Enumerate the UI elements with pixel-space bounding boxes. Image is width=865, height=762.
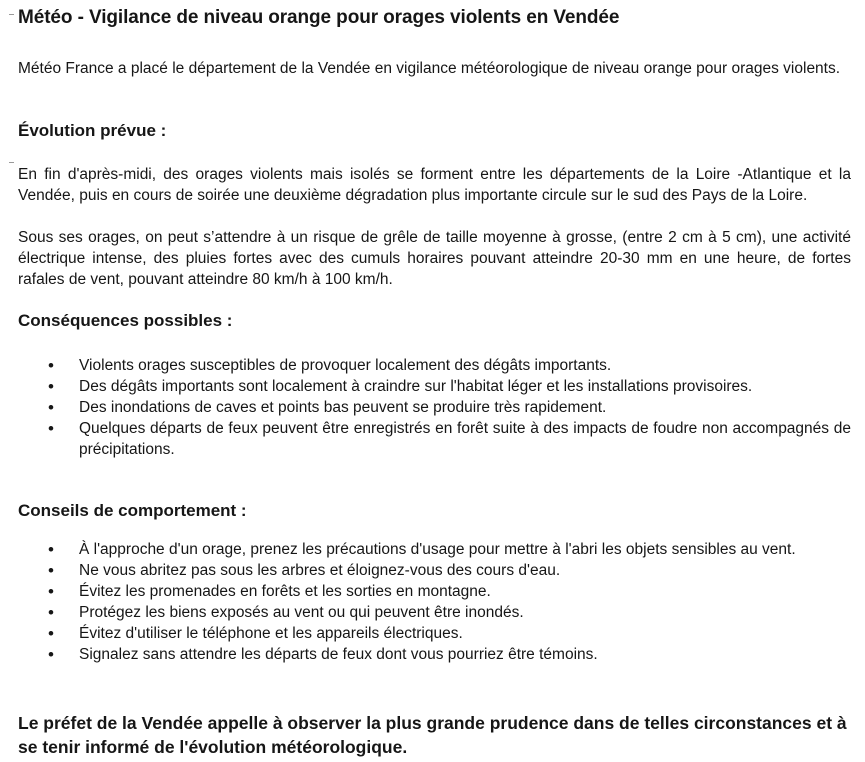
list-item: • Protégez les biens exposés au vent ou qui peuvent être inondés. (18, 602, 851, 623)
intro-paragraph: Météo France a placé le département de la Vendée en vigilance météorologique de niveau orange pour orages violents. (18, 60, 841, 77)
list-item: • Évitez d'utiliser le téléphone et les appareils électriques. (18, 623, 851, 644)
list-item: • À l'approche d'un orage, prenez les précautions d'usage pour mettre à l'abri les objets sensibles au vent. (18, 539, 851, 560)
list-item: • Ne vous abritez pas sous les arbres et éloignez-vous des cours d'eau. (18, 560, 851, 581)
list-item: • Des dégâts importants sont localement à craindre sur l'habitat léger et les installations provisoires. (18, 376, 851, 397)
consequences-heading: Conséquences possibles : (18, 311, 233, 330)
list-item: • Des inondations de caves et points bas peuvent se produire très rapidement. (18, 397, 851, 418)
evolution-paragraph-2: Sous ses orages, on peut s’attendre à un risque de grêle de taille moyenne à grosse, (entre 2 cm à 5 cm), une activité électrique intense, des pluies fortes avec des cumuls horaires pouvant atteindre 20-30 mm en une heure, de fortes rafales de vent, pouvant atteindre 80 km/h à 100 km/h. (18, 229, 851, 288)
page-title: Météo - Vigilance de niveau orange pour orages violents en Vendée (18, 7, 620, 28)
conseils-heading: Conseils de comportement : (18, 501, 247, 520)
evolution-paragraph-1: En fin d'après-midi, des orages violents mais isolés se forment entre les départements de la Loire -Atlantique et la Vendée, puis en cours de soirée une deuxième dégradation plus importante circule sur le sud des Pays de la Loire. (18, 166, 851, 204)
conseils-list (18, 539, 851, 665)
evolution-heading: Évolution prévue : (18, 121, 167, 140)
margin-marker (9, 14, 14, 15)
list-item: • Évitez les promenades en forêts et les sorties en montagne. (18, 581, 851, 602)
margin-marker (9, 162, 14, 163)
closing-statement: Le préfet de la Vendée appelle à observer la plus grande prudence dans de telles circonstances et à se tenir informé de l'évolution météorologique. (18, 713, 847, 757)
list-item: • Violents orages susceptibles de provoquer localement des dégâts importants. (18, 355, 851, 376)
list-item: • Signalez sans attendre les départs de feux dont vous pourriez être témoins. (18, 644, 851, 665)
list-item: • Quelques départs de feux peuvent être enregistrés en forêt suite à des impacts de foudre non accompagnés de précipitations. (18, 418, 851, 460)
consequences-list (18, 355, 851, 460)
